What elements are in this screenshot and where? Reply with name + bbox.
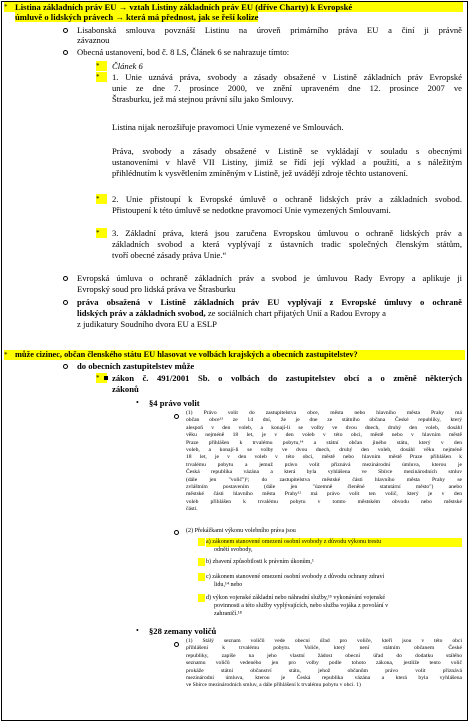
item-d-line2: povinnosti a této služby vyplývajících, nebo služba vojáka z povolání v (214, 603, 389, 609)
section-marker: * (96, 72, 107, 82)
item-d-line3: zahraničí.¹⁸ (214, 611, 242, 617)
paragraph-line: mezinárodní úmluva, kterou je Česká republika vázána a která byla vyhlášena (186, 675, 462, 682)
paragraph-line: prokáže státní občanství státu, jehož občanům právo volit přiznává (186, 667, 462, 674)
par28-1-text (186, 638, 462, 690)
section-marker (198, 594, 205, 602)
bullet1-line1: Evropská úmluva o ochraně základních práv a svobod je úmluvou Rady Evropy a aplikuje ji (77, 273, 462, 283)
paragraph-line: Česká republika vázána a která byla vyhlášena ve Sbírce mezinárodních smluv (186, 469, 462, 476)
article-p1c-line1: Práva, svobody a zásady obsažené v Listině se vykládají v souladu s obecnými (112, 146, 462, 156)
section-marker: * (4, 350, 15, 360)
article-p2-line2: Přistoupení k této úmluvě se nedotkne pravomocí Unie vymezených Smlouvami. (112, 205, 391, 215)
item-b-text: b) zbavení způsobilosti k právním úkonům,¹ (206, 559, 314, 565)
section1-heading-line2: úmluvě o lidských právech → která má přednost, jak se řeší kolize (15, 12, 259, 22)
square-bullet-icon (104, 376, 108, 380)
list-bullet-icon (63, 28, 68, 33)
dot-bullet-icon: • (136, 398, 139, 407)
paragraph-line: (1) Stálý seznam voličů vede obecní úřad pro voliče, kteří jsou v této obci (186, 638, 462, 644)
article-title: Článek 6 (112, 61, 143, 71)
list-bullet-icon (63, 276, 68, 281)
list-bullet-icon (63, 300, 68, 305)
list-bullet-icon (63, 364, 68, 369)
paragraph-line: voleb, a konají-li se volby ve dvou dnech, druhý den voleb, dosáhl věku nejméně (186, 447, 462, 454)
item1-line2: závaznou (77, 35, 110, 45)
article-p1-line2: unie ze dne 7. prosince 2000, ve znění upraveném dne 12. prosince 2007 ve (112, 83, 462, 93)
section-marker (198, 538, 205, 546)
article-p1c-line2: ustanoveními v hlavě VII Listiny, jimiž se řídí její výklad a použití, a s náležitým (112, 157, 462, 167)
paragraph-line: voleb přihlášen k trvalému pobytu v tomto městském obvodu nebo městské (186, 498, 462, 505)
par28-title: §28 zemany voličů (149, 626, 217, 636)
item-a-line1: a) zákonem stanovené omezení osobní svobody z důvodu výkonu trestu (206, 538, 462, 547)
item1-line1: Lisabonská smlouva povznáší Listinu na úroveň primárního práva EU a činí ji právně (77, 25, 462, 35)
par4-2-text: (2) Překážkami výkonu volebního práva jsou (186, 528, 296, 534)
section-marker: * (96, 194, 107, 204)
paragraph-line: zvláštním postavením (dále jen "územně členěné statutární město") anebo (186, 484, 462, 491)
law-line1: zákon č. 491/2001 Sb. o volbách do zastupitelstev obcí a o změně některých (112, 373, 462, 383)
bullet2-line2-rest: ze sociálních chart přijatých Unií a Radou Evropy a (205, 308, 386, 318)
list-bullet-icon (63, 50, 68, 55)
paragraph-line: městské části hlavního města Prahy¹² má právo volit ten volič, který je v den (186, 491, 462, 498)
paragraph-line: Praze přihlášen k trvalému pobytu,¹⁴ a státní občan jiného státu, který v den (186, 439, 462, 446)
list-bullet-icon (174, 530, 179, 535)
paragraph-line: (dále jen "volič")¹; do zastupitelstva městské části hlavního města Prahy se (186, 476, 462, 483)
paragraph-line: trvalému pobytu a jemuž právo volit přiznává mezinárodní úmluva, kterou je (186, 461, 462, 468)
bullet2-line1: práva obsažená v Listině základních práv EU vyplývají z Evropské úmluvy o ochraně (77, 297, 462, 307)
item-a-line2: odnětí svobody, (214, 547, 253, 553)
item-c-line2: lidu,¹⁴ nebo (214, 582, 243, 588)
paragraph-line: přihlášeni k trvalému pobytu. Voliče, který není státním občanem České (186, 645, 462, 652)
item-c-line1: c) zákonem stanovené omezení osobní svobody z důvodu ochrany zdraví (206, 574, 385, 580)
paragraph-line: občan obce¹³ ze 14 dní, že je dne ze státního občana České republiky, který (186, 417, 462, 424)
section-marker: * (96, 373, 107, 383)
section-marker: * (4, 2, 15, 12)
paragraph-line: alespoň v den voleb, a konají-li se volby ve dvou dnech, druhý den voleb, dosáhl (186, 424, 462, 431)
bullet2-line2 (77, 308, 462, 318)
section2-heading: může cizinec, občan členského státu EU hlasovat ve volbách krajských a obecních zastupitelstev? (15, 350, 465, 360)
list-bullet-icon (174, 414, 179, 419)
article-p1-line1: 1. Unie uznává práva, svobody a zásady obsažené v Listině základních práv Evropské (112, 72, 462, 82)
paragraph-line: ve Sbírce mezinárodních smluv, a dále přihlášení k trvalému pobytu v obci. 1) (186, 682, 361, 689)
item2-text: Obecná ustanovení, bod č. 8 LS, Článek 6 se nahrazuje tímto: (77, 47, 290, 57)
paragraph-line: 18 let, je v den voleb v této obci, městě nebo hlavním městě Praze přihlášen k (186, 454, 462, 461)
list-bullet-icon (174, 642, 179, 647)
section-marker (198, 573, 205, 581)
article-p3-line1: 3. Základní práva, která jsou zaručena Evropskou úmluvou o ochraně lidských práv a (112, 228, 462, 238)
article-p1b: Listina nijak nerozšiřuje pravomoci Unie vymezené ve Smlouvách. (112, 122, 344, 132)
par4-1-text (186, 410, 462, 514)
section1-heading-line1: Listina základních práv EU → vztah Listiny základních práv EU (dříve Charty) k Evropské (15, 2, 463, 12)
article-p1-line3: Štrasburku, jež má stejnou právní sílu jako Smlouvy. (112, 94, 294, 104)
article-p2-line1: 2. Unie přistoupí k Evropské úmluvě o ochraně lidských práv a základních svobod. (112, 194, 462, 204)
paragraph-line: republiky, zapíše na jeho vlastní žádost obecní úřad do dodatku stálého (186, 652, 462, 659)
bullet2-line3: z judikatury Soudního dvora EU a ESLP (77, 319, 217, 329)
sub1-text: do obecních zastupitelstev může (77, 361, 195, 371)
section-marker: * (96, 61, 107, 71)
paragraph-line: (1) Právo volit do zastupitelstva obce, města nebo hlavního města Prahy má (186, 410, 462, 416)
article-p3-line3: tvoří obecné zásady práva Unie.“ (112, 250, 227, 260)
paragraph-line: části. (186, 506, 198, 513)
item-d-line1: d) výkon vojenské základní nebo náhradní služby,¹⁵ vykonávání vojenské (206, 595, 386, 601)
article-p1c-line3: přihlédnutím k vysvětlením zmíněným v Listině, jež uvádějí zdroje těchto ustanovení. (112, 168, 408, 178)
par4-title: §4 právo volit (149, 398, 200, 408)
section-marker (198, 558, 205, 566)
article-p3-line2: základních svobod a která vyplývají z ústavních tradic společných členským státům, (112, 239, 462, 249)
section-marker: * (96, 228, 107, 238)
law-line2: zákonů (112, 384, 139, 394)
dot-bullet-icon: • (136, 626, 139, 635)
paragraph-line: seznamu voličů vedeného jen pro volby podle tohoto zákona, jestliže tento volič (186, 660, 462, 667)
bullet2-line2-bold: lidských práv a základních svobod, (77, 308, 206, 318)
bullet1-line2: Evropský soud pro lidská práva ve Štrasburku (77, 284, 236, 294)
paragraph-line: věku nejméně 18 let, je v den voleb v této obci, městě nebo v hlavním městě (186, 432, 462, 439)
